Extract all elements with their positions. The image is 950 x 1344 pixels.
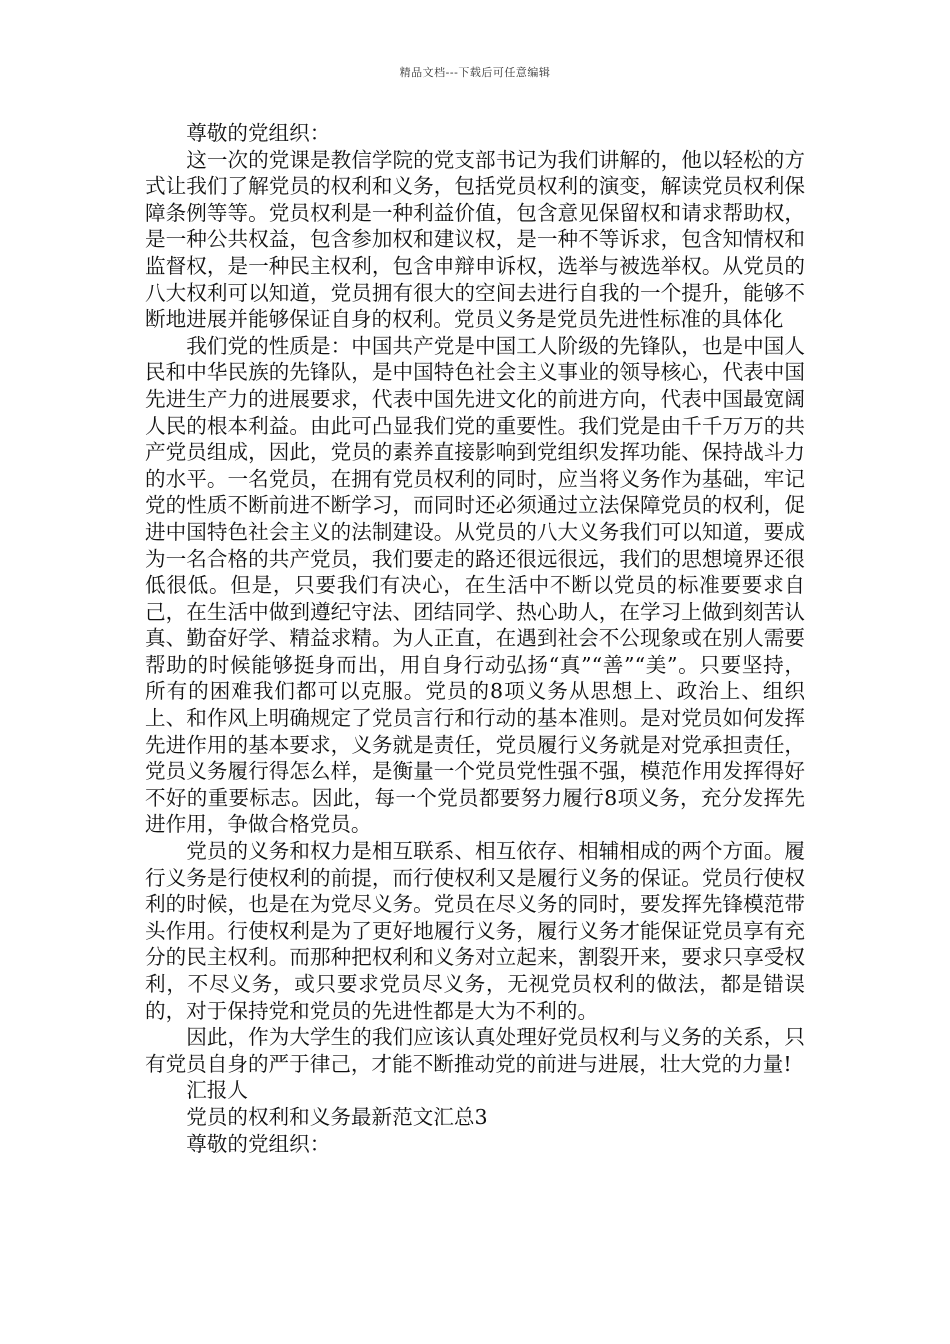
- salutation-repeat: 尊敬的党组织：: [186, 1131, 331, 1156]
- salutation: 尊敬的党组织：: [186, 121, 331, 145]
- document-body: [145, 120, 805, 1157]
- paragraph-party-lesson: 这一次的党课是教信学院的党支部书记为我们讲解的，他以轻松的方式让我们了解党员的权利和义务，包括党员权利的演变，解读党员权利保障条例等等。党员权利是一种利益价值，包含意见保留权和请求帮助权，是一种公共权益，包含参加权和建议权，是一种不等诉求，包含知情权和监督权，是一种民主权利，包含申辩申诉权，选举与被选举权。从党员的八大权利可以知道，党员拥有很大的空间去进行自我的一个提升，能够不断地进展并能够保证自身的权利。党员义务是党员先进性标准的具体化: [145, 147, 805, 332]
- paragraph-party-nature: 我们党的性质是：中国共产党是中国工人阶级的先锋队，也是中国人民和中华民族的先锋队，是中国特色社会主义事业的领导核心，代表中国先进生产力的进展要求，代表中国先进文化的前进方向，代表中国最宽阔人民的根本利益。由此可凸显我们党的重要性。我们党是由千千万万的共产党员组成，因此，党员的素养直接影响到党组织发挥功能、保持战斗力的水平。一名党员，在拥有党员权利的同时，应当将义务作为基础，牢记党的性质不断前进不断学习，而同时还必须通过立法保障党员的权利，促进中国特色社会主义的法制建设。从党员的八大义务我们可以知道，要成为一名合格的共产党员，我们要走的路还很远很远，我们的思想境界还很低很低。但是，只要我们有决心，在生活中不断以党员的标准要要求自己，在生活中做到遵纪守法、团结同学、热心助人，在学习上做到刻苦认真、勤奋好学、精益求精。为人正直，在遇到社会不公现象或在别人需要帮助的时候能够挺身而出，用自身行动弘扬“真”“善”“美”。只要坚持，所有的困难我们都可以克服。党员的8项义务从思想上、政治上、组织上、和作风上明确规定了党员言行和行动的基本准则。是对党员如何发挥先进作用的基本要求，义务就是责任，党员履行义务就是对党承担责任，党员义务履行得怎么样，是衡量一个党员党性强不强，模范作用发挥得好不好的重要标志。因此，每一个党员都要努力履行8项义务，充分发挥先进作用，争做合格党员。: [145, 333, 805, 837]
- page-header: 精品文档---下载后可任意编辑: [399, 66, 551, 79]
- reporter-line: 汇报人: [186, 1078, 248, 1103]
- paragraph-duties-rights: 党员的义务和权力是相互联系、相互依存、相辅相成的两个方面。履行义务是行使权利的前提，而行使权利又是履行义务的保证。党员行使权利的时候，也是在为党尽义务。党员在尽义务的同时，要发挥先锋模范带头作用。行使权利是为了更好地履行义务，履行义务才能保证党员享有充分的民主权利。而那种把权利和义务对立起来，割裂开来，要求只享受权利，不尽义务，或只要求党员尽义务，无视党员权利的做法，都是错误的，对于保持党和党员的先进性都是大为不利的。: [145, 839, 805, 1023]
- next-article-title: 党员的权利和义务最新范文汇总3: [186, 1104, 488, 1129]
- paragraph-conclusion: 因此，作为大学生的我们应该认真处理好党员权利与义务的关系，只有党员自身的严于律己，才能不断推动党的前进与进展，壮大党的力量!: [145, 1025, 805, 1076]
